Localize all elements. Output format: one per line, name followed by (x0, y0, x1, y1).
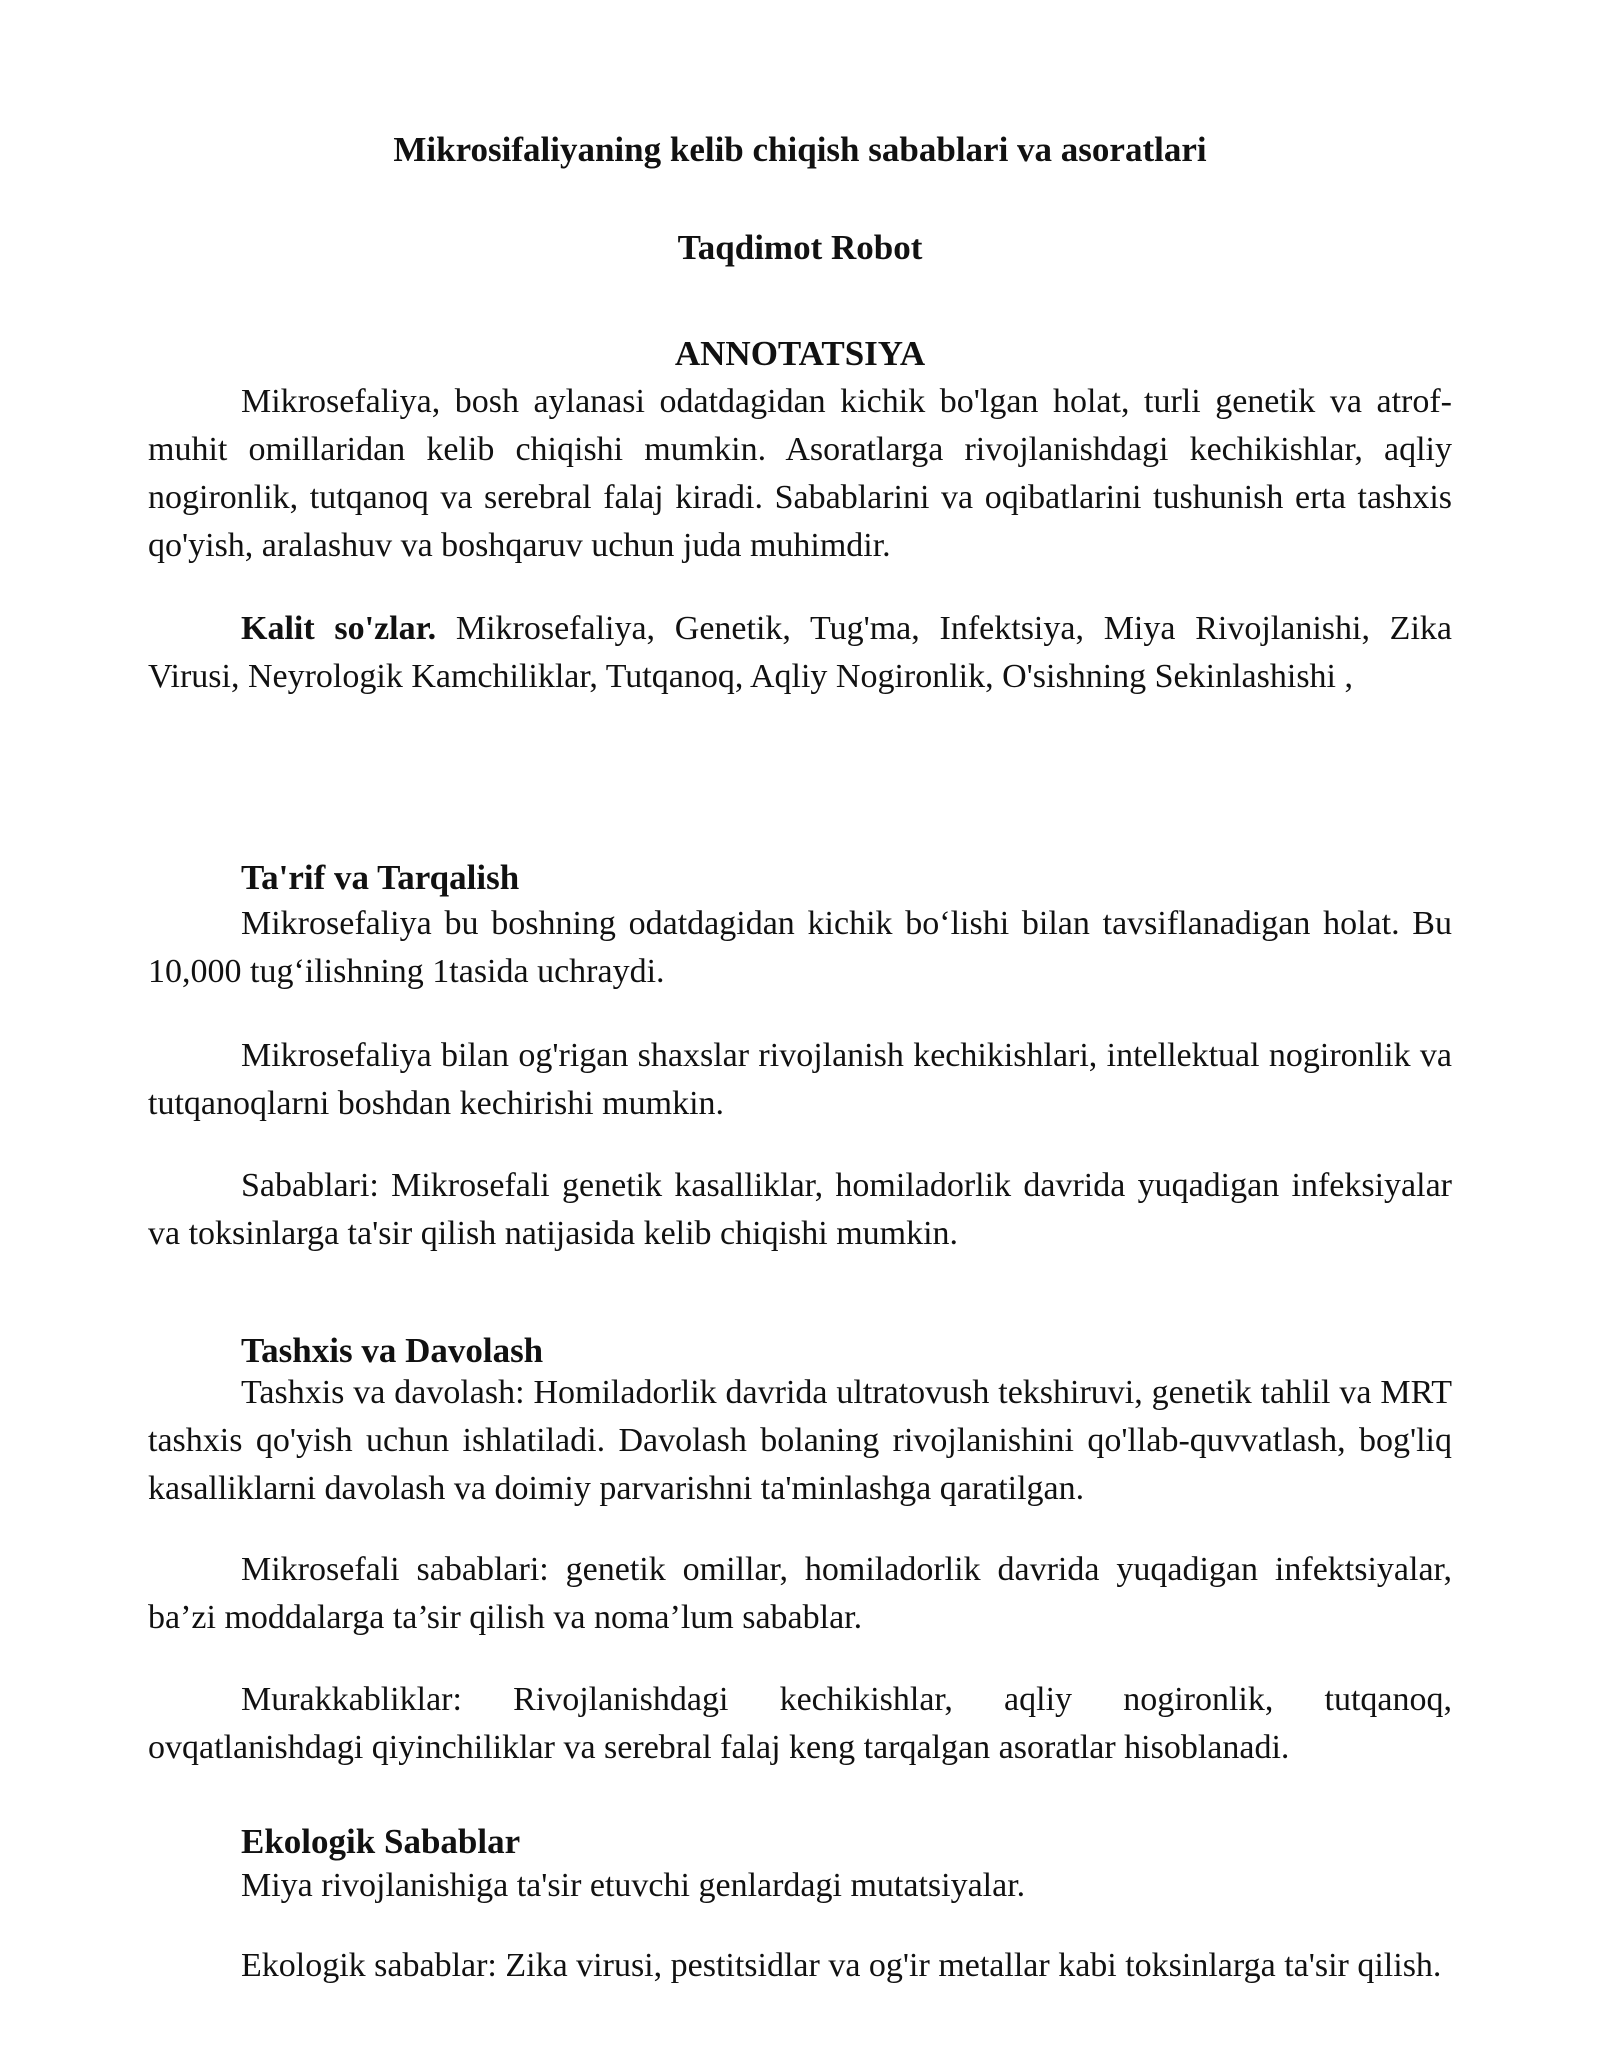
keywords-list: Mikrosefaliya, Genetik, Tug'ma, Infektsiya, Miya Rivojlanishi, Zika Virusi, Neyrologik Kamchiliklar, Tutqanoq, Aqliy Nogironlik, O'sishning Sekinlashishi , (148, 610, 1452, 695)
section-paragraph: Mikrosefaliya bu boshning odatdagidan kichik bo‘lishi bilan tavsiflanadigan holat. Bu 10,000 tug‘ilishning 1tasida uchraydi. (148, 905, 1452, 990)
section-paragraph: Murakkabliklar: Rivojlanishdagi kechikishlar, aqliy nogironlik, tutqanoq, ovqatlanishdagi qiyinchiliklar va serebral falaj keng tarqalgan asoratlar hisoblanadi. (148, 1681, 1452, 1766)
section-paragraph: Mikrosefaliya bilan og'rigan shaxslar rivojlanish kechikishlari, intellektual nogironlik va tutqanoqlarni boshdan kechirishi mumkin. (148, 1037, 1452, 1122)
section-paragraph: Miya rivojlanishiga ta'sir etuvchi genlardagi mutatsiyalar. (241, 1867, 1026, 1904)
section-paragraph: Ekologik sabablar: Zika virusi, pestitsidlar va og'ir metallar kabi toksinlarga ta'sir qilish. (241, 1947, 1442, 1984)
section-paragraph: Mikrosefali sabablari: genetik omillar, homiladorlik davrida yuqadigan infektsiyalar, ba’zi moddalarga ta’sir qilish va noma’lum sabablar. (148, 1551, 1452, 1636)
section-paragraph: Tashxis va davolash: Homiladorlik davrida ultratovush tekshiruvi, genetik tahlil va MRT tashxis qo'yish uchun ishlatiladi. Davolash bolaning rivojlanishini qo'llab-quvvatlash, bog'liq kasalliklarni davolash va doimiy parvarishni ta'minlashga qaratilgan. (148, 1374, 1452, 1507)
keywords-label: Kalit so'zlar. (241, 610, 437, 647)
annotation-heading: ANNOTATSIYA (674, 334, 926, 373)
section-heading-tarif: Ta'rif va Tarqalish (241, 858, 520, 897)
section-paragraph: Sabablari: Mikrosefali genetik kasalliklar, homiladorlik davrida yuqadigan infeksiyalar va toksinlarga ta'sir qilish natijasida kelib chiqishi mumkin. (148, 1167, 1452, 1252)
document-title: Mikrosifaliyaning kelib chiqish sabablari va asoratlari (393, 130, 1207, 169)
section-heading-tashxis: Tashxis va Davolash (241, 1331, 544, 1370)
section-heading-ekologik: Ekologik Sabablar (241, 1822, 521, 1861)
annotation-paragraph: Mikrosefaliya, bosh aylanasi odatdagidan kichik bo'lgan holat, turli genetik va atrof-muhit omillaridan kelib chiqishi mumkin. Asoratlarga rivojlanishdagi kechikishlar, aqliy nogironlik, tutqanoq va serebral falaj kiradi. Sabablarini va oqibatlarini tushunish erta tashxis qo'yish, aralashuv va boshqaruv uchun juda muhimdir. (148, 383, 1452, 564)
document-author: Taqdimot Robot (677, 228, 923, 267)
keywords-paragraph (148, 605, 1452, 701)
